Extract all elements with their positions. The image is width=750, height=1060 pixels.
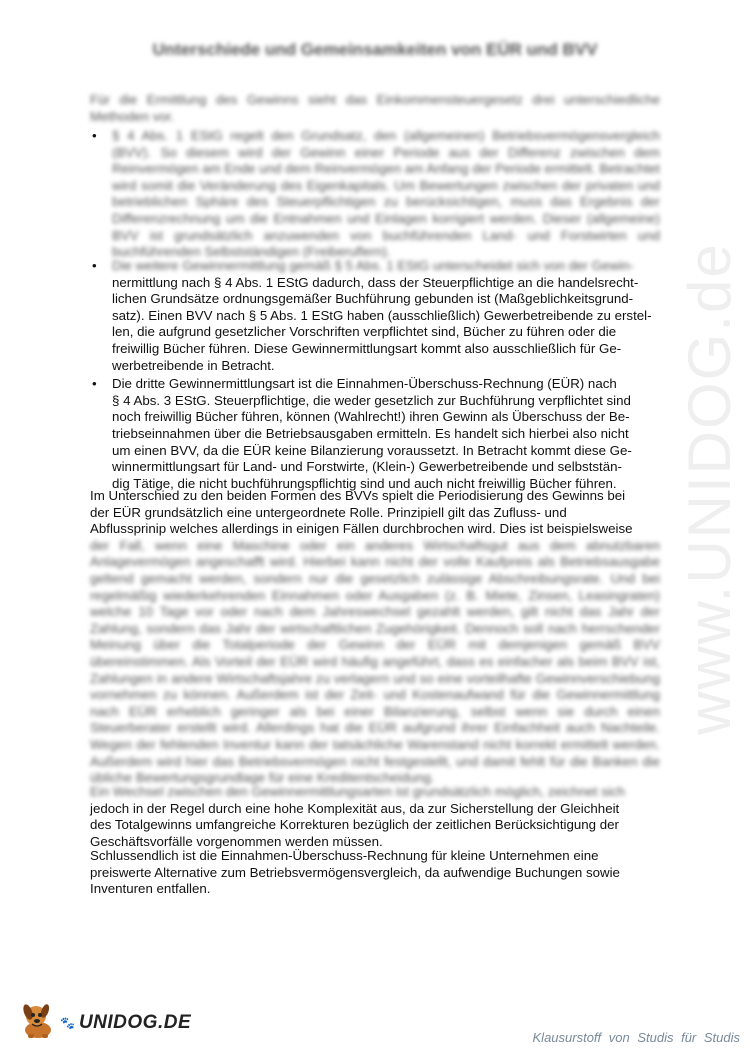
bullet-line: Die weitere Gewinnermittlung gemäß § 5 Abs. 1 EStG unterscheidet sich von der Gewin- bbox=[112, 258, 634, 273]
watermark: www.UNIDOG.de bbox=[676, 242, 743, 735]
paragraph-line: Im Unterschied zu den beiden Formen des BVVs spielt die Periodisierung des Gewinns bei bbox=[90, 488, 626, 503]
bullet-icon: • bbox=[92, 258, 97, 273]
bullet-icon: • bbox=[92, 128, 97, 143]
periodization-paragraph bbox=[90, 488, 660, 786]
paragraph-line: Ein Wechsel zwischen den Gewinnermittlungsarten ist grundsätzlich möglich, zeichnet sich bbox=[90, 784, 625, 799]
bullet-line: § 4 Abs. 3 EStG. Steuerpflichtige, die weder gesetzlich zur Buchführung verpflichtet sind bbox=[112, 392, 631, 408]
bullet-line: Die dritte Gewinnermittlungsart ist die Einnahmen-Überschuss-Rechnung (EÜR) nach bbox=[112, 376, 617, 392]
paragraph-line: Schlussendlich ist die Einnahmen-Überschuss-Rechnung für kleine Unternehmen eine bbox=[90, 848, 599, 863]
list-item bbox=[90, 258, 660, 374]
paragraph-line: Inventuren entfallen. bbox=[90, 881, 211, 897]
bullet-text: § 4 Abs. 1 EStG regelt den Grundsatz, den (allgemeinen) Betriebsvermögensvergleich (BVV). So diesem wird der Gewinn einer Periode aus der Differenz zwischen dem Reinvermögen am Ende und dem Reinvermögen am Anfang der Periode ermittelt. Betrachtet wird somit die Veränderung des Eigenkapitals. Um Bewertungen zwischen der privaten und betrieblichen Sphäre des Steuerpflichtigen zu berücksichtigen, muss das Ergebnis der Differenzrechnung um die Entnahmen und Einlagen korrigiert werden. Dieser (allgemeine) BVV ist grundsätzlich anzuwenden von buchführenden Land- und Forstwirten und buchführenden Selbstständigen (Freiberuflern). bbox=[112, 128, 660, 260]
bullet-icon: • bbox=[92, 376, 97, 392]
bullet-line: lichen Grundsätze ordnungsgemäßer Buchführung gebunden ist (Maßgeblichkeitsgrund- bbox=[112, 291, 634, 307]
method-list bbox=[90, 128, 660, 492]
list-item bbox=[90, 128, 660, 258]
list-item bbox=[90, 376, 660, 492]
bullet-line: dig Tätige, die nicht buchführungspflichtig sind und auch nicht freiwillig Bücher führen. bbox=[112, 475, 617, 491]
conclusion-paragraph bbox=[90, 848, 660, 898]
bullet-line: freiwillig Bücher führen. Diese Gewinnermittlungsart kommt also ausschließlich für Ge- bbox=[112, 340, 622, 356]
paragraph-line: Abflussprinip welches allerdings in einigen Fällen durchbrochen wird. Dies ist beispielsweise bbox=[90, 521, 633, 537]
paw-icon: 🐾 bbox=[60, 1015, 75, 1030]
bullet-line: winnermittlungsart für Land- und Forstwirte, (Klein-) Gewerbetreibende und selbststän- bbox=[112, 459, 622, 475]
paragraph-line: jedoch in der Regel durch eine hohe Komplexität aus, da zur Sicherstellung der Gleichheit bbox=[90, 800, 620, 816]
method-change-paragraph bbox=[90, 784, 660, 850]
intro-paragraph: Für die Ermittlung des Gewinns sieht das Einkommensteuergesetz drei unterschiedliche Methoden vor. bbox=[90, 92, 660, 124]
bullet-line: noch freiwillig Bücher führen, können (Wahlrecht!) ihren Gewinn als Überschuss der Be- bbox=[112, 409, 630, 425]
bullet-line: nermittlung nach § 4 Abs. 1 EStG dadurch, dass der Steuerpflichtige an die handelsrecht- bbox=[112, 274, 639, 290]
footer-tagline: Klausurstoff von Studis für Studis bbox=[532, 1030, 740, 1045]
paragraph-blurred-text: der Fall, wenn eine Maschine oder ein anderes Wirtschaftsgut aus dem abnutzbaren Anlagevermögen angeschafft wird. Hierbei kann nicht der volle Kaufpreis als Betriebsausgabe geltend gemacht werden, sondern nur die gesetzlich zulässige Abschreibungsrate. Und bei regelmäßig wiederkehrenden Einnahmen oder Ausgaben (z. B. Miete, Zinsen, Leasingraten) welche 10 Tage vor oder nach dem Jahreswechsel gezahlt werden, gilt nicht das Jahr der Zahlung, sondern das Jahr der wirtschaftlichen Zugehörigkeit. Dennoch soll nach herrschender Meinung über die Totalperiode der Gewinn der EÜR mit demjenigen gemäß BVV übereinstimmen. Als Vorteil der EÜR wird häufig angeführt, dass es einfacher als beim BVV ist, Zahlungen in andere Wirtschaftsjahre zu verlagern und so eine vorteilhafte Gewinnverschiebung vornehmen zu können. Außerdem ist der Zeit- und Kostenaufwand für die Gewinnermittlung nach EÜR erheblich geringer als bei einer Bilanzierung, selbst wenn sie durch einen Steuerberater erstellt wird. Allerdings hat die EÜR aufgrund ihrer Einfachheit auch Nachteile. Wegen der fehlenden Inventur kann der tatsächliche Warenstand nicht korrekt ermittelt werden. Außerdem wird hier das Betriebsvermögen nicht festgestellt, und damit fehlt für die Banken die übliche Bewertungsgrundlage für eine Kreditentscheidung. bbox=[90, 537, 660, 786]
logo-text: UNIDOG.DE bbox=[78, 1011, 192, 1033]
bullet-line: um einen BVV, da die EÜR keine Bilanzierung voraussetzt. In Betracht kommt diese Ge- bbox=[112, 442, 632, 458]
paragraph-line: des Totalgewinns umfangreiche Korrekturen bezüglich der zeitlichen Berücksichtigung der bbox=[90, 817, 619, 833]
document-title: Unterschiede und Gemeinsamkeiten von EÜR und BVV bbox=[152, 40, 598, 59]
paragraph-line: der EÜR grundsätzlich eine untergeordnete Rolle. Prinzipiell gilt das Zufluss- und bbox=[90, 504, 567, 520]
bullet-line: triebseinnahmen über die Betriebsausgaben ermitteln. Es handelt sich hierbei also nicht bbox=[112, 425, 629, 441]
bullet-line: len, die aufgrund gesetzlicher Vorschriften verpflichtet sind, Bücher zu führen oder die bbox=[112, 324, 617, 340]
paragraph-line: preiswerte Alternative zum Betriebsvermögensvergleich, da aufwendige Buchungen sowie bbox=[90, 864, 620, 880]
paragraph-line: Geschäftsvorfälle vorgenommen werden müssen. bbox=[90, 833, 383, 849]
bullet-line: werbetreibende in Betracht. bbox=[112, 357, 275, 373]
bullet-line: satz). Einen BVV nach § 5 Abs. 1 EStG haben (ausschließlich) Gewerbetreibende zu erstel- bbox=[112, 307, 652, 323]
